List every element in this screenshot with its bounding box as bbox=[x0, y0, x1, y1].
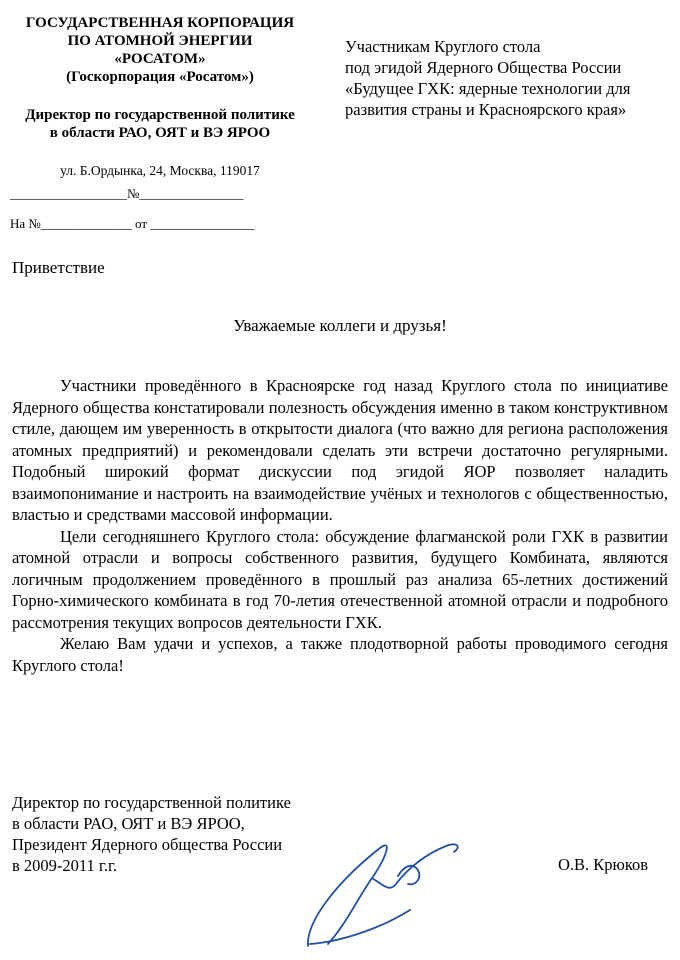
recipient-line: под эгидой Ядерного Общества России bbox=[345, 58, 622, 77]
outgoing-number-line: __________________№________________ bbox=[10, 186, 244, 201]
org-line: ПО АТОМНОЙ ЭНЕРГИИ bbox=[67, 33, 253, 49]
signatory-line: Президент Ядерного общества России bbox=[12, 835, 283, 854]
signatory-line: в 2009-2011 г.г. bbox=[12, 856, 117, 875]
signatory-line: в области РАО, ОЯТ и ВЭ ЯРОО, bbox=[12, 814, 245, 833]
recipient-line: «Будущее ГХК: ядерные технологии для bbox=[345, 79, 631, 98]
document-type: Приветствие bbox=[12, 258, 105, 277]
signatory-name: О.В. Крюков bbox=[558, 855, 649, 874]
reference-number-line: На №______________ от ________________ bbox=[10, 216, 255, 231]
body-paragraph: Желаю Вам удачи и успехов, а также плодотворной работы проводимого сегодня Круглого стола! bbox=[12, 634, 668, 675]
director-line: в области РАО, ОЯТ и ВЭ ЯРОО bbox=[49, 125, 271, 141]
director-line: Директор по государственной политике bbox=[25, 107, 295, 123]
address: ул. Б.Ордынка, 24, Москва, 119017 bbox=[60, 163, 260, 178]
org-line: «РОСАТОМ» bbox=[114, 51, 206, 67]
letterhead bbox=[10, 14, 310, 180]
signatory-title bbox=[12, 792, 291, 876]
organization-name bbox=[10, 14, 310, 86]
recipient-block bbox=[345, 36, 675, 120]
recipient-line: развития страны и Красноярского края» bbox=[345, 100, 627, 119]
letter-body bbox=[12, 375, 668, 676]
body-paragraph: Участники проведённого в Красноярске год назад Круглого стола по инициативе Ядерного общества констатировали полезность обсуждения именно в таком конструктивном стиле, дающем им уверенность в открытости диалога (что важно для региона расположения атомных предприятий) и рекомендовали сделать эти встречи достаточно регулярными. Подобный широкий формат дискуссии под эгидой ЯОР позволяет наладить взаимопонимание и настроить на взаимодействие учёных и технологов с общественностью, властью и средствами массовой информации. bbox=[12, 376, 668, 524]
director-title bbox=[10, 106, 310, 142]
signatory-line: Директор по государственной политике bbox=[12, 793, 291, 812]
org-line: (Госкорпорация «Росатом») bbox=[66, 69, 254, 85]
body-paragraph: Цели сегодняшнего Круглого стола: обсуждение флагманской роли ГХК в развитии атомной отрасли и вопросы собственного развития, будущего Комбината, являются логичным продолжением проведённого в прошлый раз анализа 65-летних достижений Горно-химического комбината в год 70-летия отечественной атомной отрасли и подробного рассмотрения текущих вопросов деятельности ГХК. bbox=[12, 526, 668, 632]
salutation: Уважаемые коллеги и друзья! bbox=[233, 316, 447, 335]
recipient-line: Участникам Круглого стола bbox=[345, 37, 541, 56]
org-line: ГОСУДАРСТВЕННАЯ КОРПОРАЦИЯ bbox=[25, 15, 295, 31]
handwritten-signature bbox=[298, 826, 468, 954]
